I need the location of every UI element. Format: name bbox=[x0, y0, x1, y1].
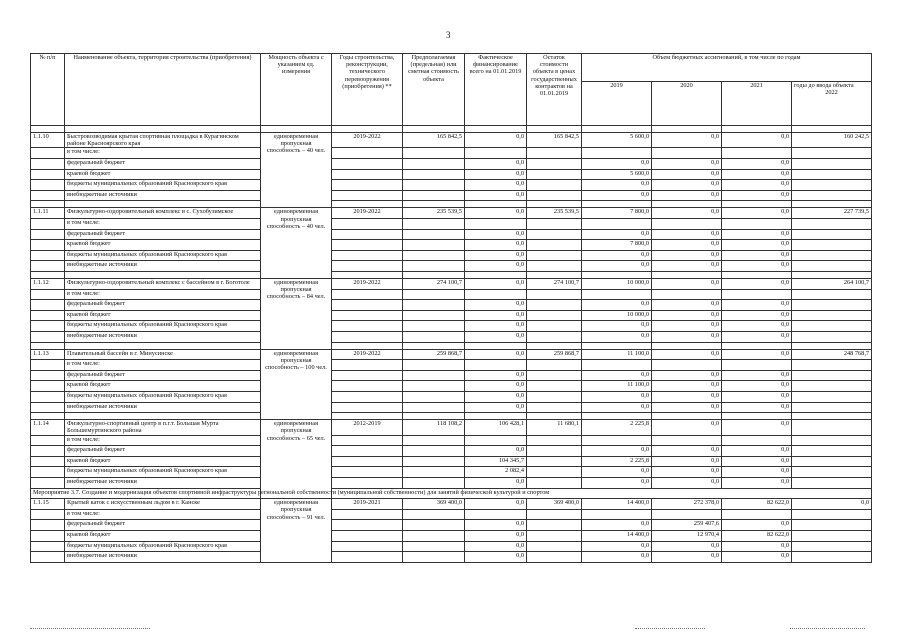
col-header-commission-label: годы до ввода объекта bbox=[794, 82, 854, 89]
spacer-row bbox=[31, 413, 872, 420]
source-2019: 0,0 bbox=[582, 402, 652, 413]
source-row-municipal bbox=[31, 467, 872, 478]
source-label-regional: краевой бюджет bbox=[65, 310, 261, 321]
incl-row bbox=[31, 509, 872, 520]
object-row bbox=[31, 499, 872, 510]
source-label-municipal: бюджеты муниципальных образований Красноярского края bbox=[65, 180, 261, 191]
source-actual: 0,0 bbox=[465, 159, 527, 170]
incl-row bbox=[31, 219, 872, 230]
source-2019: 10 000,0 bbox=[582, 310, 652, 321]
source-2019: 0,0 bbox=[582, 300, 652, 311]
object-row bbox=[31, 133, 872, 148]
source-row-extra bbox=[31, 477, 872, 488]
source-2021: 0,0 bbox=[722, 370, 792, 381]
source-2019: 0,0 bbox=[582, 229, 652, 240]
source-label-extra: внебюджетные источники bbox=[65, 331, 261, 342]
footer-rule-mid bbox=[635, 628, 705, 629]
spacer-row bbox=[31, 126, 872, 133]
source-2019: 5 600,0 bbox=[582, 169, 652, 180]
source-actual: 0,0 bbox=[465, 321, 527, 332]
source-2019: 0,0 bbox=[582, 370, 652, 381]
incl-row bbox=[31, 435, 872, 446]
object-row bbox=[31, 420, 872, 435]
incl-row bbox=[31, 360, 872, 371]
source-2021: 0,0 bbox=[722, 159, 792, 170]
source-2020: 0,0 bbox=[652, 240, 722, 251]
source-2020: 0,0 bbox=[652, 391, 722, 402]
source-actual: 0,0 bbox=[465, 250, 527, 261]
object-2020: 272 378,0 bbox=[652, 499, 722, 510]
source-2020: 0,0 bbox=[652, 190, 722, 201]
object-row bbox=[31, 279, 872, 290]
source-2020: 0,0 bbox=[652, 467, 722, 478]
source-row-extra bbox=[31, 552, 872, 563]
object-remaining: 11 680,1 bbox=[527, 420, 582, 435]
source-row-regional bbox=[31, 169, 872, 180]
source-2020: 0,0 bbox=[652, 310, 722, 321]
source-label-federal: федеральный бюджет bbox=[65, 446, 261, 457]
source-actual: 0,0 bbox=[465, 190, 527, 201]
source-actual: 0,0 bbox=[465, 370, 527, 381]
source-label-municipal: бюджеты муниципальных образований Красноярского края bbox=[65, 541, 261, 552]
section-row bbox=[31, 488, 872, 499]
col-header-actual: Фактическое финансирование всего на 01.01.2019 bbox=[465, 54, 527, 126]
object-2021: 0,0 bbox=[722, 279, 792, 290]
source-2021: 0,0 bbox=[722, 467, 792, 478]
source-2021: 0,0 bbox=[722, 456, 792, 467]
source-2019: 11 100,0 bbox=[582, 381, 652, 392]
col-header-budget: Объем бюджетных ассигнований, в том числе по годам bbox=[582, 54, 872, 82]
source-label-regional: краевой бюджет bbox=[65, 169, 261, 180]
source-2020: 0,0 bbox=[652, 229, 722, 240]
col-header-2020: 2020 bbox=[652, 82, 722, 126]
source-row-federal bbox=[31, 520, 872, 531]
source-2021: 82 622,0 bbox=[722, 530, 792, 541]
source-2020: 0,0 bbox=[652, 477, 722, 488]
col-header-capacity: Мощность объекта с указанием ед. измерения bbox=[261, 54, 332, 126]
source-label-regional: краевой бюджет bbox=[65, 456, 261, 467]
object-remaining: 165 842,5 bbox=[527, 133, 582, 148]
object-name: Физкультурно-оздоровительный комплекс с бассейном в г. Боготоле bbox=[65, 279, 261, 290]
source-2020: 0,0 bbox=[652, 180, 722, 191]
source-row-municipal bbox=[31, 541, 872, 552]
incl-label: в том числе: bbox=[65, 509, 261, 520]
footer-rule-left bbox=[30, 628, 150, 629]
source-2020: 0,0 bbox=[652, 446, 722, 457]
source-actual: 0,0 bbox=[465, 381, 527, 392]
table-body bbox=[31, 126, 872, 563]
object-2019: 14 400,0 bbox=[582, 499, 652, 510]
object-cost: 259 868,7 bbox=[403, 349, 465, 360]
source-2019: 0,0 bbox=[582, 552, 652, 563]
source-2019: 0,0 bbox=[582, 541, 652, 552]
object-2020: 0,0 bbox=[652, 133, 722, 148]
object-2019: 2 225,8 bbox=[582, 420, 652, 435]
incl-label: в том числе: bbox=[65, 289, 261, 300]
source-2020: 0,0 bbox=[652, 300, 722, 311]
source-label-municipal: бюджеты муниципальных образований Красноярского края bbox=[65, 467, 261, 478]
object-2019: 5 600,0 bbox=[582, 133, 652, 148]
object-number: 1.1.11 bbox=[31, 208, 65, 219]
source-2021: 0,0 bbox=[722, 261, 792, 272]
object-capacity: единовременная пропускная способность – 40 чел. bbox=[261, 133, 332, 208]
source-row-municipal bbox=[31, 321, 872, 332]
incl-row bbox=[31, 148, 872, 159]
object-actual: 0,0 bbox=[465, 279, 527, 290]
source-2021: 0,0 bbox=[722, 391, 792, 402]
source-label-extra: внебюджетные источники bbox=[65, 477, 261, 488]
object-2021: 0,0 bbox=[722, 420, 792, 435]
incl-label: в том числе: bbox=[65, 148, 261, 159]
object-2022: 264 100,7 bbox=[792, 279, 872, 290]
source-2020: 0,0 bbox=[652, 261, 722, 272]
object-years: 2019-2021 bbox=[332, 499, 403, 510]
object-2021: 0,0 bbox=[722, 133, 792, 148]
source-label-federal: федеральный бюджет bbox=[65, 370, 261, 381]
source-row-federal bbox=[31, 300, 872, 311]
source-2021: 0,0 bbox=[722, 331, 792, 342]
source-2021: 0,0 bbox=[722, 321, 792, 332]
object-years: 2019-2022 bbox=[332, 208, 403, 219]
object-2020: 0,0 bbox=[652, 208, 722, 219]
object-2022: 227 739,5 bbox=[792, 208, 872, 219]
col-header-commission bbox=[792, 82, 872, 126]
object-remaining: 274 100,7 bbox=[527, 279, 582, 290]
source-2019: 0,0 bbox=[582, 190, 652, 201]
incl-row bbox=[31, 289, 872, 300]
source-actual: 0,0 bbox=[465, 446, 527, 457]
spacer-row bbox=[31, 272, 872, 279]
source-actual: 0,0 bbox=[465, 402, 527, 413]
source-2021: 0,0 bbox=[722, 446, 792, 457]
source-2020: 0,0 bbox=[652, 456, 722, 467]
source-row-regional bbox=[31, 456, 872, 467]
source-actual: 0,0 bbox=[465, 552, 527, 563]
source-row-regional bbox=[31, 310, 872, 321]
object-actual: 106 428,1 bbox=[465, 420, 527, 435]
source-2019: 14 400,0 bbox=[582, 530, 652, 541]
source-label-municipal: бюджеты муниципальных образований Красноярского края bbox=[65, 321, 261, 332]
source-row-extra bbox=[31, 402, 872, 413]
source-2020: 0,0 bbox=[652, 552, 722, 563]
object-number: 1.1.12 bbox=[31, 279, 65, 290]
source-2021: 0,0 bbox=[722, 300, 792, 311]
source-2019: 0,0 bbox=[582, 467, 652, 478]
object-remaining: 369 400,0 bbox=[527, 499, 582, 510]
source-label-federal: федеральный бюджет bbox=[65, 300, 261, 311]
source-row-regional bbox=[31, 240, 872, 251]
col-header-name: Наименование объекта, территория строительства (приобретения) bbox=[65, 54, 261, 126]
source-2020: 0,0 bbox=[652, 370, 722, 381]
object-2022: 0,0 bbox=[792, 499, 872, 510]
object-name: Плавательный бассейн в г. Минусинске bbox=[65, 349, 261, 360]
source-2020: 0,0 bbox=[652, 159, 722, 170]
object-capacity: единовременная пропускная способность – 84 чел. bbox=[261, 279, 332, 350]
source-actual: 0,0 bbox=[465, 180, 527, 191]
source-2021: 0,0 bbox=[722, 190, 792, 201]
source-label-extra: внебюджетные источники bbox=[65, 261, 261, 272]
source-label-federal: федеральный бюджет bbox=[65, 520, 261, 531]
object-2022 bbox=[792, 420, 872, 435]
object-row bbox=[31, 208, 872, 219]
source-actual: 104 345,7 bbox=[465, 456, 527, 467]
source-2020: 0,0 bbox=[652, 169, 722, 180]
col-header-no: № п/п bbox=[31, 54, 65, 126]
source-actual: 0,0 bbox=[465, 477, 527, 488]
source-2019: 0,0 bbox=[582, 520, 652, 531]
source-row-federal bbox=[31, 229, 872, 240]
source-actual: 0,0 bbox=[465, 541, 527, 552]
source-row-municipal bbox=[31, 180, 872, 191]
source-actual: 0,0 bbox=[465, 530, 527, 541]
source-row-federal bbox=[31, 370, 872, 381]
source-2019: 0,0 bbox=[582, 321, 652, 332]
object-number: 1.1.15 bbox=[31, 499, 65, 510]
object-2020: 0,0 bbox=[652, 279, 722, 290]
col-header-years: Годы строительства, реконструкции, технического перевооружения (приобретения) ** bbox=[332, 54, 403, 126]
object-row bbox=[31, 349, 872, 360]
object-remaining: 235 539,5 bbox=[527, 208, 582, 219]
source-2020: 0,0 bbox=[652, 381, 722, 392]
spacer-row bbox=[31, 342, 872, 349]
source-label-regional: краевой бюджет bbox=[65, 530, 261, 541]
source-2020: 0,0 bbox=[652, 250, 722, 261]
object-2019: 11 100,0 bbox=[582, 349, 652, 360]
source-actual: 0,0 bbox=[465, 331, 527, 342]
object-number: 1.1.13 bbox=[31, 349, 65, 360]
source-2019: 2 225,8 bbox=[582, 456, 652, 467]
source-2021: 0,0 bbox=[722, 541, 792, 552]
object-remaining: 259 868,7 bbox=[527, 349, 582, 360]
source-2019: 0,0 bbox=[582, 446, 652, 457]
object-actual: 0,0 bbox=[465, 499, 527, 510]
object-2021: 0,0 bbox=[722, 349, 792, 360]
col-header-2021: 2021 bbox=[722, 82, 792, 126]
object-2019: 10 000,0 bbox=[582, 279, 652, 290]
page-number: 3 bbox=[446, 30, 451, 40]
col-header-2022: 2022 bbox=[825, 89, 838, 97]
object-name: Крытый каток с искусственным льдом в г. Канске bbox=[65, 499, 261, 510]
source-actual: 0,0 bbox=[465, 300, 527, 311]
object-capacity: единовременная пропускная способность – 91 чел. bbox=[261, 499, 332, 563]
source-row-regional bbox=[31, 381, 872, 392]
object-number: 1.1.14 bbox=[31, 420, 65, 435]
section-title: Мероприятие 3.7. Создание и модернизация объектов спортивной инфраструктуры региональной собственности (муниципальной собственности) для занятий физической культурой и спортом bbox=[31, 488, 872, 499]
source-actual: 0,0 bbox=[465, 391, 527, 402]
source-label-federal: федеральный бюджет bbox=[65, 159, 261, 170]
source-actual: 0,0 bbox=[465, 229, 527, 240]
source-2019: 0,0 bbox=[582, 250, 652, 261]
source-label-regional: краевой бюджет bbox=[65, 381, 261, 392]
object-capacity: единовременная пропускная способность – 65 чел. bbox=[261, 420, 332, 499]
incl-label: в том числе: bbox=[65, 219, 261, 230]
object-2020: 0,0 bbox=[652, 420, 722, 435]
source-2020: 0,0 bbox=[652, 541, 722, 552]
object-years: 2012-2019 bbox=[332, 420, 403, 435]
source-row-extra bbox=[31, 190, 872, 201]
source-label-extra: внебюджетные источники bbox=[65, 402, 261, 413]
spacer-row bbox=[31, 201, 872, 208]
object-2021: 82 622,0 bbox=[722, 499, 792, 510]
source-row-extra bbox=[31, 261, 872, 272]
footer-rule-right bbox=[790, 628, 865, 629]
object-cost: 165 842,5 bbox=[403, 133, 465, 148]
source-2021: 0,0 bbox=[722, 402, 792, 413]
source-2021: 0,0 bbox=[722, 229, 792, 240]
source-2019: 0,0 bbox=[582, 159, 652, 170]
source-2020: 0,0 bbox=[652, 402, 722, 413]
source-label-regional: краевой бюджет bbox=[65, 240, 261, 251]
source-label-extra: внебюджетные источники bbox=[65, 190, 261, 201]
source-2019: 0,0 bbox=[582, 261, 652, 272]
object-cost: 118 108,2 bbox=[403, 420, 465, 435]
object-cost: 274 100,7 bbox=[403, 279, 465, 290]
incl-label: в том числе: bbox=[65, 360, 261, 371]
source-row-federal bbox=[31, 446, 872, 457]
source-2021: 0,0 bbox=[722, 520, 792, 531]
source-actual: 0,0 bbox=[465, 310, 527, 321]
source-label-federal: федеральный бюджет bbox=[65, 229, 261, 240]
source-2019: 0,0 bbox=[582, 331, 652, 342]
object-2022: 160 242,5 bbox=[792, 133, 872, 148]
source-row-extra bbox=[31, 331, 872, 342]
source-2020: 12 970,4 bbox=[652, 530, 722, 541]
source-2021: 0,0 bbox=[722, 552, 792, 563]
object-years: 2019-2022 bbox=[332, 279, 403, 290]
source-actual: 0,0 bbox=[465, 261, 527, 272]
source-row-federal bbox=[31, 159, 872, 170]
source-2019: 7 800,0 bbox=[582, 240, 652, 251]
col-header-cost: Предполагаемая (предельная) или сметная стоимость объекта bbox=[403, 54, 465, 126]
object-actual: 0,0 bbox=[465, 133, 527, 148]
source-actual: 0,0 bbox=[465, 240, 527, 251]
source-2019: 0,0 bbox=[582, 477, 652, 488]
source-2019: 0,0 bbox=[582, 180, 652, 191]
source-actual: 2 082,4 bbox=[465, 467, 527, 478]
source-2020: 259 407,6 bbox=[652, 520, 722, 531]
object-number: 1.1.10 bbox=[31, 133, 65, 148]
object-2021: 0,0 bbox=[722, 208, 792, 219]
object-cost: 369 400,0 bbox=[403, 499, 465, 510]
object-2020: 0,0 bbox=[652, 349, 722, 360]
source-label-municipal: бюджеты муниципальных образований Красноярского края bbox=[65, 391, 261, 402]
source-2020: 0,0 bbox=[652, 321, 722, 332]
col-header-remaining: Остаток стоимости объекта в ценах государственных контрактов на 01.01.2019 bbox=[527, 54, 582, 126]
object-name: Быстровозводимая крытая спортивная площадка в Курагинском районе Красноярского края bbox=[65, 133, 261, 148]
object-capacity: единовременная пропускная способность – 40 чел. bbox=[261, 208, 332, 279]
source-label-extra: внебюджетные источники bbox=[65, 552, 261, 563]
source-2021: 0,0 bbox=[722, 250, 792, 261]
source-actual: 0,0 bbox=[465, 169, 527, 180]
object-actual: 0,0 bbox=[465, 349, 527, 360]
object-years: 2019-2022 bbox=[332, 133, 403, 148]
object-years: 2019-2022 bbox=[332, 349, 403, 360]
source-2021: 0,0 bbox=[722, 477, 792, 488]
object-cost: 235 539,5 bbox=[403, 208, 465, 219]
source-2021: 0,0 bbox=[722, 169, 792, 180]
source-actual: 0,0 bbox=[465, 520, 527, 531]
object-name: Физкультурно-оздоровительный комплекс в с. Сухобузимское bbox=[65, 208, 261, 219]
source-2021: 0,0 bbox=[722, 180, 792, 191]
investment-table bbox=[30, 53, 872, 563]
col-header-2019: 2019 bbox=[582, 82, 652, 126]
incl-label: в том числе: bbox=[65, 435, 261, 446]
object-actual: 0,0 bbox=[465, 208, 527, 219]
source-2020: 0,0 bbox=[652, 331, 722, 342]
source-row-regional bbox=[31, 530, 872, 541]
source-2021: 0,0 bbox=[722, 381, 792, 392]
source-2021: 0,0 bbox=[722, 310, 792, 321]
object-2022: 248 768,7 bbox=[792, 349, 872, 360]
object-2019: 7 800,0 bbox=[582, 208, 652, 219]
source-row-municipal bbox=[31, 391, 872, 402]
source-row-municipal bbox=[31, 250, 872, 261]
object-capacity: единовременная пропускная способность – 100 чел. bbox=[261, 349, 332, 420]
source-2019: 0,0 bbox=[582, 391, 652, 402]
source-label-municipal: бюджеты муниципальных образований Красноярского края bbox=[65, 250, 261, 261]
source-2021: 0,0 bbox=[722, 240, 792, 251]
object-name: Физкультурно-спортивный центр в п.г.т. Большая Мурта Большемуртинского района bbox=[65, 420, 261, 435]
